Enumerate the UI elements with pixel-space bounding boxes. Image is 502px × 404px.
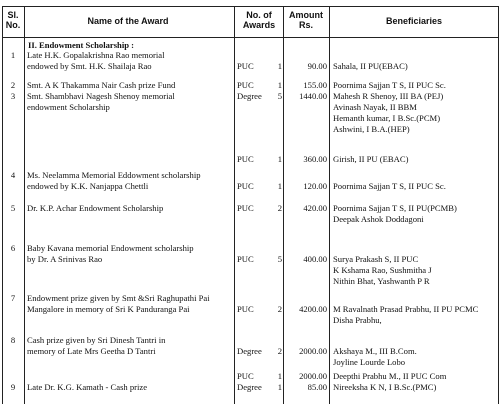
course-type: PUC xyxy=(237,304,254,314)
course-type: Degree xyxy=(237,346,262,356)
award-name-line: Baby Kavana memorial Endowment scholarship xyxy=(27,243,194,253)
row-sl-no: 7 xyxy=(10,293,16,303)
amount-value: 90.00 xyxy=(307,61,327,71)
beneficiary-line: Ashwini, I B.A.(HEP) xyxy=(333,124,410,134)
beneficiary-line: Nireeksha K N, I B.Sc.(PMC) xyxy=(333,382,437,392)
amount-value: 1440.00 xyxy=(299,91,327,101)
amount-value: 85.00 xyxy=(307,382,327,392)
amount-value: 155.00 xyxy=(303,80,327,90)
beneficiary-line: Nithin Bhat, Yashwanth P R xyxy=(333,276,430,286)
header-sl-no: Sl. No. xyxy=(5,10,21,30)
beneficiary-line: Avinash Nayak, II BBM xyxy=(333,102,417,112)
award-count: 1 xyxy=(277,371,282,381)
award-count: 2 xyxy=(277,203,282,213)
beneficiary-line: Girish, II PU (EBAC) xyxy=(333,154,409,164)
amount-value: 420.00 xyxy=(303,203,327,213)
row-sl-no: 8 xyxy=(10,335,16,345)
award-count: 5 xyxy=(277,254,282,264)
column-divider xyxy=(329,6,330,404)
award-count: 2 xyxy=(277,346,282,356)
amount-value: 4200.00 xyxy=(299,304,327,314)
beneficiary-line: Poornima Sajjan T S, II PUC Sc. xyxy=(333,80,446,90)
award-name-line: Cash prize given by Sri Dinesh Tantri in xyxy=(27,335,166,345)
award-count: 2 xyxy=(277,304,282,314)
header-beneficiaries: Beneficiaries xyxy=(385,16,443,26)
course-type: PUC xyxy=(237,254,254,264)
row-sl-no: 6 xyxy=(10,243,16,253)
beneficiary-line: Akshaya M., III B.Com. xyxy=(333,346,417,356)
header-award-name: Name of the Award xyxy=(87,16,169,26)
beneficiary-line: Deepak Ashok Doddagoni xyxy=(333,214,424,224)
award-count: 1 xyxy=(277,154,282,164)
beneficiary-line: Mahesh R Shenoy, III BA (PEJ) xyxy=(333,91,444,101)
course-type: PUC xyxy=(237,154,254,164)
beneficiary-line: Hemanth kumar, I B.Sc.(PCM) xyxy=(333,113,441,123)
beneficiary-line: Poornima Sajjan T S, II PUC Sc. xyxy=(333,181,446,191)
amount-value: 2000.00 xyxy=(299,346,327,356)
row-sl-no: 1 xyxy=(10,50,16,60)
award-count: 5 xyxy=(277,91,282,101)
course-type: PUC xyxy=(237,203,254,213)
award-name-line: Smt. A K Thakamma Nair Cash prize Fund xyxy=(27,80,176,90)
award-name-line: Endowment prize given by Smt &Sri Raghupathi Pai xyxy=(27,293,210,303)
award-name-line: Smt. Shambhavi Nagesh Shenoy memorial xyxy=(27,91,175,101)
course-type: PUC xyxy=(237,371,254,381)
award-name-line: endowed by K.K. Nanjappa Chettli xyxy=(27,181,149,191)
header-amount: Amount Rs. xyxy=(289,10,323,30)
column-divider xyxy=(234,6,235,404)
course-type: Degree xyxy=(237,91,262,101)
table-top-border xyxy=(2,6,498,7)
amount-value: 360.00 xyxy=(303,154,327,164)
beneficiary-line: Surya Prakash S, II PUC xyxy=(333,254,419,264)
column-divider xyxy=(2,6,3,404)
row-sl-no: 9 xyxy=(10,382,16,392)
course-type: PUC xyxy=(237,80,254,90)
award-name-line: Mangalore in memory of Sri K Panduranga Pai xyxy=(27,304,190,314)
award-count: 1 xyxy=(277,181,282,191)
course-type: PUC xyxy=(237,181,254,191)
column-divider xyxy=(24,6,25,404)
award-name-line: by Dr. A Srinivas Rao xyxy=(27,254,103,264)
amount-value: 400.00 xyxy=(303,254,327,264)
beneficiary-line: M Ravalnath Prasad Prabhu, II PU PCMC xyxy=(333,304,479,314)
award-count: 1 xyxy=(277,61,282,71)
header-no-of-awards: No. of Awards xyxy=(242,10,276,30)
header-bottom-border xyxy=(2,37,498,38)
award-name-line: Dr. K.P. Achar Endowment Scholarship xyxy=(27,203,164,213)
award-name-line: Late H.K. Gopalakrishna Rao memorial xyxy=(27,50,165,60)
beneficiary-line: Joyline Lourde Lobo xyxy=(333,357,406,367)
column-divider xyxy=(283,6,284,404)
award-name-line: endowment Scholarship xyxy=(27,102,110,112)
column-divider xyxy=(498,6,499,404)
row-sl-no: 5 xyxy=(10,203,16,213)
row-sl-no: 4 xyxy=(10,170,16,180)
row-sl-no: 2 xyxy=(10,80,16,90)
award-name-line: Ms. Neelamma Memorial Eddowment scholarship xyxy=(27,170,201,180)
award-count: 1 xyxy=(277,80,282,90)
course-type: PUC xyxy=(237,61,254,71)
beneficiary-line: Poornima Sajjan T S, II PU(PCMB) xyxy=(333,203,457,213)
award-name-line: Late Dr. K.G. Kamath - Cash prize xyxy=(27,382,148,392)
section-title: II. Endowment Scholarship : xyxy=(28,40,135,50)
row-sl-no: 3 xyxy=(10,91,16,101)
beneficiary-line: Deepthi Prabhu M., II PUC Com xyxy=(333,371,447,381)
award-count: 1 xyxy=(277,382,282,392)
amount-value: 2000.00 xyxy=(299,371,327,381)
beneficiary-line: Disha Prabhu, xyxy=(333,315,382,325)
beneficiary-line: K Kshama Rao, Sushmitha J xyxy=(333,265,432,275)
award-name-line: endowed by Smt. H.K. Shailaja Rao xyxy=(27,61,152,71)
award-name-line: memory of Late Mrs Geetha D Tantri xyxy=(27,346,156,356)
amount-value: 120.00 xyxy=(303,181,327,191)
course-type: Degree xyxy=(237,382,262,392)
beneficiary-line: Sahala, II PU(EBAC) xyxy=(333,61,408,71)
